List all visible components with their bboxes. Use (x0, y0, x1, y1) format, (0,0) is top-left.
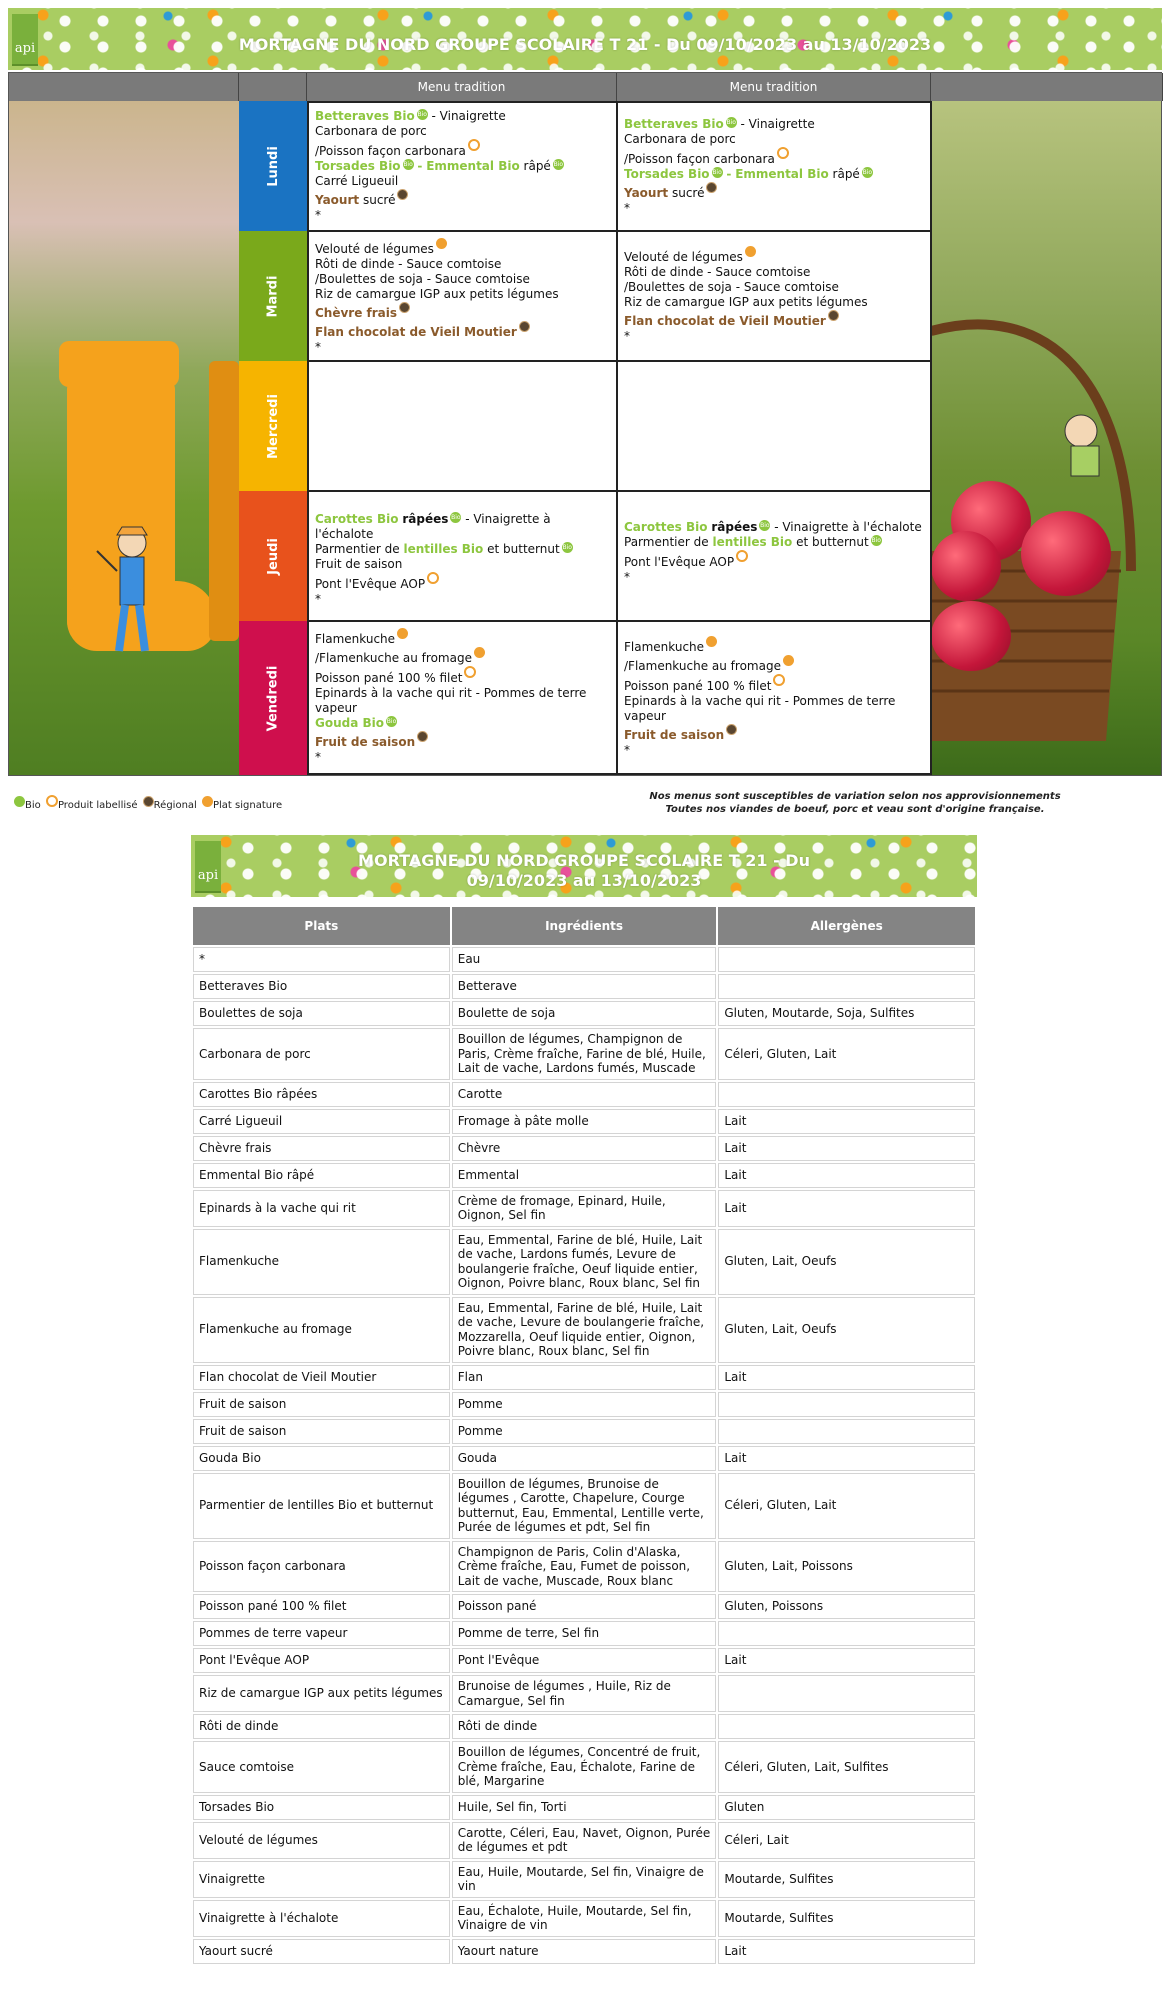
allergens-cell: Gluten (718, 1795, 975, 1820)
menu-banner (8, 8, 1162, 70)
allergens-cell: Céleri, Gluten, Lait (718, 1028, 975, 1080)
menu-title: MORTAGNE DU NORD GROUPE SCOLAIRE T 21 - Du 09/10/2023 au 13/10/2023 (238, 35, 932, 54)
label-icon (777, 147, 789, 159)
ingredients-cell: Poisson pané (452, 1594, 717, 1619)
plat-cell: Boulettes de soja (193, 1001, 450, 1026)
column-header: Allergènes (718, 907, 975, 945)
menu-cell-vendredi-2: Flamenkuche /Flamenkuche au fromage Poisson pané 100 % filet Epinards à la vache qui rit - Pommes de terre vapeur Fruit de saison * (616, 620, 932, 775)
day-mardi: Mardi (239, 231, 307, 361)
bio-icon: Bio (403, 161, 413, 168)
allergen-table (191, 905, 977, 1966)
ingredients-cell: Pomme (452, 1392, 717, 1417)
allergens-cell: Gluten, Lait, Poissons (718, 1541, 975, 1593)
plat-cell: Torsades Bio (193, 1795, 450, 1820)
menu-cell-lundi-2: Betteraves Bio Bio - Vinaigrette Carbonara de porc /Poisson façon carbonara Torsades Bio Bio - Emmental Bio râpé Bio Yaourt sucré * (616, 101, 932, 232)
table-row (193, 1621, 975, 1646)
plat-cell: Poisson pané 100 % filet (193, 1594, 450, 1619)
ingredients-cell: Eau, Emmental, Farine de blé, Huile, Lait de vache, Levure de boulangerie fraîche, Mozzarella, Oeuf liquide entier, Oignon, Poivre blanc, Roux blanc, Sel fin (452, 1297, 717, 1363)
bio-icon: Bio (712, 169, 722, 176)
plat-cell: Betteraves Bio (193, 974, 450, 999)
regional-icon (519, 321, 530, 332)
ingredients-cell: Crème de fromage, Epinard, Huile, Oignon, Sel fin (452, 1190, 717, 1227)
table-row (193, 1109, 975, 1134)
table-row (193, 1419, 975, 1444)
allergens-cell: Céleri, Gluten, Lait, Sulfites (718, 1741, 975, 1793)
ingredients-cell: Pomme (452, 1419, 717, 1444)
regional-icon (397, 189, 408, 200)
bio-icon: Bio (726, 119, 736, 126)
allergens-cell: Céleri, Lait (718, 1822, 975, 1859)
table-row (193, 1675, 975, 1712)
header-menu-tradition-2: Menu tradition (617, 73, 931, 101)
table-row (193, 1541, 975, 1593)
table-row (193, 1001, 975, 1026)
apple (931, 531, 1001, 601)
signature-icon (474, 647, 485, 658)
menu-cell-mardi-1: Velouté de légumes Rôti de dinde - Sauce comtoise /Boulettes de soja - Sauce comtoise Riz de camargue IGP aux petits légumes Chèvre frais Flan chocolat de Vieil Moutier * (307, 230, 618, 362)
menu-cell-jeudi-2: Carottes Bio râpées Bio - Vinaigrette à l'échalote Parmentier de lentilles Bio et butternut Bio Pont l'Evêque AOP * (616, 490, 932, 622)
table-row (193, 1822, 975, 1859)
bio-icon: Bio (562, 544, 572, 551)
day-vendredi: Vendredi (239, 621, 307, 775)
ingredients-cell: Pont l'Evêque (452, 1648, 717, 1673)
bio-icon: Bio (871, 537, 881, 544)
column-header: Plats (193, 907, 450, 945)
menu-note: Nos menus sont susceptibles de variation selon nos approvisionnements Toutes nos viandes de boeuf, porc et veau sont d'origine française. (649, 791, 1061, 815)
label-icon (464, 666, 476, 678)
bio-icon: Bio (553, 161, 564, 168)
ingredients-cell: Bouillon de légumes, Champignon de Paris, Crème fraîche, Farine de blé, Huile, Lait de vache, Lardons fumés, Muscade (452, 1028, 717, 1080)
ingredients-cell: Emmental (452, 1163, 717, 1188)
allergens-cell: Gluten, Poissons (718, 1594, 975, 1619)
table-row (193, 1190, 975, 1227)
table-row (193, 1163, 975, 1188)
signature-icon (706, 636, 717, 647)
day-jeudi: Jeudi (239, 491, 307, 621)
table-row (193, 1229, 975, 1295)
plat-cell: Velouté de légumes (193, 1822, 450, 1859)
table-row (193, 1028, 975, 1080)
allergens-cell (718, 1675, 975, 1712)
ingredients-cell: Bouillon de légumes, Brunoise de légumes , Carotte, Chapelure, Courge butternut, Eau, Emmental, Lentille verte, Purée de légumes et pdt, Sel fin (452, 1473, 717, 1539)
allergens-cell (718, 1714, 975, 1739)
plat-cell: Carbonara de porc (193, 1028, 450, 1080)
ingredients-cell: Gouda (452, 1446, 717, 1471)
allergens-cell: Lait (718, 1109, 975, 1134)
label-icon (427, 572, 439, 584)
regional-icon (417, 731, 428, 742)
bio-icon: Bio (386, 718, 397, 725)
plat-cell: Flamenkuche au fromage (193, 1297, 450, 1363)
plat-cell: Carré Ligueuil (193, 1109, 450, 1134)
regional-icon (706, 182, 717, 193)
signature-icon (783, 655, 794, 666)
plat-cell: Yaourt sucré (193, 1939, 450, 1964)
regional-icon (143, 796, 154, 807)
plat-cell: Fruit de saison (193, 1392, 450, 1417)
regional-icon (726, 724, 737, 735)
ingredients-cell: Boulette de soja (452, 1001, 717, 1026)
column-header: Ingrédients (452, 907, 717, 945)
signature-icon (436, 238, 447, 249)
apple (1021, 511, 1111, 596)
signature-icon (202, 796, 213, 807)
plat-cell: Emmental Bio râpé (193, 1163, 450, 1188)
ingredients-cell: Carotte, Céleri, Eau, Navet, Oignon, Purée de légumes et pdt (452, 1822, 717, 1859)
table-row (193, 1939, 975, 1964)
allergens-cell: Moutarde, Sulfites (718, 1900, 975, 1937)
bio-icon: Bio (862, 169, 873, 176)
table-row (193, 1082, 975, 1107)
plat-cell: Flan chocolat de Vieil Moutier (193, 1365, 450, 1390)
header-blank-day (239, 73, 307, 101)
table-row (193, 1136, 975, 1161)
legend: Bio Produit labellisé Régional Plat signature (12, 795, 282, 811)
ingredients-cell: Rôti de dinde (452, 1714, 717, 1739)
allergens-cell: Céleri, Gluten, Lait (718, 1473, 975, 1539)
plat-cell: * (193, 947, 450, 972)
table-row (193, 1741, 975, 1793)
regional-icon (399, 302, 410, 313)
table-row (193, 1446, 975, 1471)
ingredients-cell: Flan (452, 1365, 717, 1390)
allergens-cell: Moutarde, Sulfites (718, 1861, 975, 1898)
plat-cell: Flamenkuche (193, 1229, 450, 1295)
signature-icon (397, 628, 408, 639)
label-icon (773, 674, 785, 686)
boots-photo (9, 101, 239, 775)
gardener-illustration (87, 521, 177, 661)
menu-cell-jeudi-1: Carottes Bio râpées Bio - Vinaigrette à l'échalote Parmentier de lentilles Bio et butternut Bio Fruit de saison Pont l'Evêque AOP * (307, 490, 618, 622)
menu-cell-mercredi-2 (616, 360, 932, 492)
ingredients-cell: Champignon de Paris, Colin d'Alaska, Crème fraîche, Eau, Fumet de poisson, Lait de vache, Muscade, Roux blanc (452, 1541, 717, 1593)
day-lundi: Lundi (239, 101, 307, 231)
menu-cell-lundi-1: Betteraves Bio Bio - Vinaigrette Carbonara de porc /Poisson façon carbonara Torsades Bio Bio - Emmental Bio râpé Bio Carré Ligueuil Yaourt sucré * (307, 101, 618, 232)
ingredients-cell: Eau, Échalote, Huile, Moutarde, Sel fin, Vinaigre de vin (452, 1900, 717, 1937)
table-row (193, 1714, 975, 1739)
table-row (193, 1392, 975, 1417)
bio-icon: Bio (451, 514, 461, 521)
ingredients-cell: Eau (452, 947, 717, 972)
ingredients-cell: Fromage à pâte molle (452, 1109, 717, 1134)
allergens-cell: Lait (718, 1446, 975, 1471)
table-row (193, 1473, 975, 1539)
plat-cell: Rôti de dinde (193, 1714, 450, 1739)
plat-cell: Vinaigrette (193, 1861, 450, 1898)
plat-cell: Parmentier de lentilles Bio et butternut (193, 1473, 450, 1539)
plat-cell: Carottes Bio râpées (193, 1082, 450, 1107)
allergens-cell: Lait (718, 1365, 975, 1390)
header-blank-right (931, 73, 1163, 101)
table-header-row (193, 907, 975, 945)
allergen-title: MORTAGNE DU NORD GROUPE SCOLAIRE T 21 - Du 09/10/2023 au 13/10/2023 (358, 851, 810, 890)
allergens-cell: Lait (718, 1939, 975, 1964)
allergens-cell (718, 1392, 975, 1417)
apple (931, 601, 1011, 671)
ingredients-cell: Huile, Sel fin, Torti (452, 1795, 717, 1820)
table-row (193, 947, 975, 972)
plat-cell: Poisson façon carbonara (193, 1541, 450, 1593)
signature-icon (745, 246, 756, 257)
ingredients-cell: Chèvre (452, 1136, 717, 1161)
ingredients-cell: Eau, Emmental, Farine de blé, Huile, Lait de vache, Lardons fumés, Levure de boulangerie fraîche, Oeuf liquide entier, Oignon, Poivre blanc, Roux blanc, Sel fin (452, 1229, 717, 1295)
allergens-cell: Lait (718, 1190, 975, 1227)
table-row (193, 1648, 975, 1673)
basket-handle (931, 101, 1161, 775)
plat-cell: Pommes de terre vapeur (193, 1621, 450, 1646)
allergens-cell: Gluten, Lait, Oeufs (718, 1297, 975, 1363)
ingredients-cell: Brunoise de légumes , Huile, Riz de Camargue, Sel fin (452, 1675, 717, 1712)
regional-icon (828, 310, 839, 321)
table-row (193, 1365, 975, 1390)
plat-cell: Sauce comtoise (193, 1741, 450, 1793)
plat-cell: Chèvre frais (193, 1136, 450, 1161)
label-icon (736, 550, 748, 562)
table-row (193, 1861, 975, 1898)
header-menu-tradition-1: Menu tradition (307, 73, 617, 101)
allergens-cell: Gluten, Moutarde, Soja, Sulfites (718, 1001, 975, 1026)
apples-photo (931, 101, 1161, 775)
api-logo: api (195, 841, 221, 893)
allergens-cell: Lait (718, 1136, 975, 1161)
header-blank-left (9, 73, 239, 101)
allergen-table-body (193, 947, 975, 1964)
ingredients-cell: Betterave (452, 974, 717, 999)
menu-cell-vendredi-1: Flamenkuche /Flamenkuche au fromage Poisson pané 100 % filet Epinards à la vache qui rit - Pommes de terre vapeur Gouda Bio Bio Fruit de saison * (307, 620, 618, 775)
table-row (193, 974, 975, 999)
plat-cell: Riz de camargue IGP aux petits légumes (193, 1675, 450, 1712)
allergens-cell (718, 1419, 975, 1444)
allergens-cell (718, 1082, 975, 1107)
bio-icon: Bio (760, 522, 770, 529)
api-logo: api (12, 14, 38, 66)
ingredients-cell: Eau, Huile, Moutarde, Sel fin, Vinaigre de vin (452, 1861, 717, 1898)
plat-cell: Gouda Bio (193, 1446, 450, 1471)
menu-cell-mardi-2: Velouté de légumes Rôti de dinde - Sauce comtoise /Boulettes de soja - Sauce comtoise Riz de camargue IGP aux petits légumes Flan chocolat de Vieil Moutier * (616, 230, 932, 362)
bio-icon: Bio (417, 111, 427, 118)
menu-cell-mercredi-1 (307, 360, 618, 492)
day-mercredi: Mercredi (239, 361, 307, 491)
table-row (193, 1594, 975, 1619)
ingredients-cell: Carotte (452, 1082, 717, 1107)
table-row (193, 1297, 975, 1363)
ingredients-cell: Bouillon de légumes, Concentré de fruit, Crème fraîche, Eau, Échalote, Farine de blé, Margarine (452, 1741, 717, 1793)
allergens-cell (718, 1621, 975, 1646)
label-icon (468, 139, 480, 151)
table-row (193, 1795, 975, 1820)
plat-cell: Epinards à la vache qui rit (193, 1190, 450, 1227)
allergens-cell: Gluten, Lait, Oeufs (718, 1229, 975, 1295)
weekly-menu (8, 72, 1162, 776)
allergens-cell (718, 974, 975, 999)
label-icon (46, 795, 58, 807)
boot-shape (209, 361, 239, 641)
ingredients-cell: Pomme de terre, Sel fin (452, 1621, 717, 1646)
plat-cell: Fruit de saison (193, 1419, 450, 1444)
allergens-cell (718, 947, 975, 972)
allergens-cell: Lait (718, 1648, 975, 1673)
ingredients-cell: Yaourt nature (452, 1939, 717, 1964)
table-row (193, 1900, 975, 1937)
bio-icon (14, 796, 25, 807)
plat-cell: Pont l'Evêque AOP (193, 1648, 450, 1673)
allergen-banner (191, 835, 977, 897)
allergens-cell: Lait (718, 1163, 975, 1188)
plat-cell: Vinaigrette à l'échalote (193, 1900, 450, 1937)
